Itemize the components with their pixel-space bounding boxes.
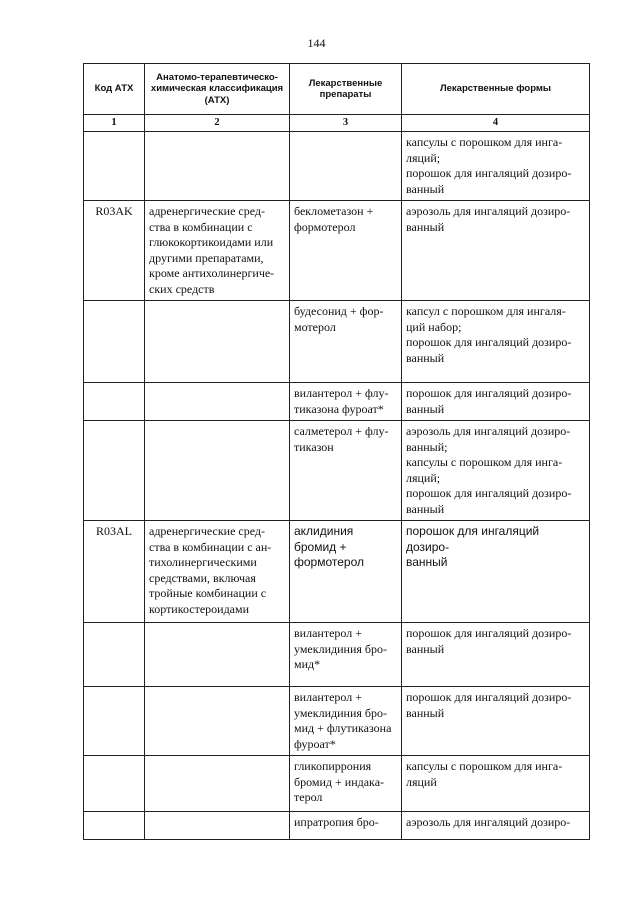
cell-text-line: салметерол + флу- xyxy=(294,424,389,438)
cell-text-line: формотерол xyxy=(294,219,356,234)
cell-text-line: ванный xyxy=(406,501,445,516)
cell-text-line: вилантерол + xyxy=(294,690,362,704)
cell-text-line: капсулы с порошком для инга- xyxy=(406,135,563,149)
cell-text-line: гликопиррония xyxy=(294,759,372,773)
cell-text-line: порошок для ингаляций дозиро- xyxy=(406,690,572,704)
cell-text-line: ляций; xyxy=(406,470,441,485)
cell-text-line: адренергические сред- xyxy=(149,524,266,538)
cell-text-line: ванный xyxy=(406,350,445,365)
dosage-form-cell xyxy=(402,201,590,301)
drug-cell xyxy=(290,383,402,421)
cell-text-line: ипратропия бро- xyxy=(294,815,379,829)
atc-code-cell xyxy=(84,623,145,687)
classification-cell xyxy=(145,132,290,201)
page-number: 144 xyxy=(307,36,326,50)
dosage-form-cell xyxy=(402,812,590,840)
column-number: 1 xyxy=(84,115,145,132)
dosage-form-cell xyxy=(402,383,590,421)
column-number: 4 xyxy=(402,115,590,132)
atc-code-cell xyxy=(84,687,145,756)
drug-cell xyxy=(290,201,402,301)
table-body xyxy=(84,115,590,840)
cell-text-line: ляций; xyxy=(406,150,441,165)
classification-cell xyxy=(145,521,290,623)
drug-cell xyxy=(290,687,402,756)
atc-code-cell: R03AL xyxy=(84,521,145,623)
classification-cell xyxy=(145,301,290,383)
cell-text-line: мид* xyxy=(294,657,321,671)
cell-text-line: порошок для ингаляций дозиро- xyxy=(406,166,572,180)
cell-text-line: порошок для ингаляций дозиро- xyxy=(406,486,572,500)
cell-text-line: тройные комбинации с xyxy=(149,586,267,600)
cell-text-line: тиказон xyxy=(294,439,334,454)
cell-text-line: формотерол xyxy=(294,555,365,569)
cell-text-line: терол xyxy=(294,790,323,804)
header-atc-code: Код АТХ xyxy=(84,64,145,115)
cell-text-line: ских средств xyxy=(149,281,215,296)
table-row xyxy=(84,383,590,421)
cell-text-line: мид + флутиказона xyxy=(294,721,392,735)
column-number-row xyxy=(84,115,590,132)
dosage-form-cell xyxy=(402,687,590,756)
dosage-form-cell xyxy=(402,301,590,383)
classification-cell xyxy=(145,623,290,687)
cell-text-line: порошок для ингаляций дозиро- xyxy=(406,524,540,554)
classification-cell xyxy=(145,201,290,301)
cell-text-line: адренергические сред- xyxy=(149,204,266,218)
atc-code-cell xyxy=(84,132,145,201)
atc-code-cell xyxy=(84,301,145,383)
dosage-form-cell xyxy=(402,623,590,687)
cell-text-line: кроме антихолинергиче- xyxy=(149,266,275,280)
cell-text-line: ства в комбинации с xyxy=(149,219,253,234)
table-row xyxy=(84,201,590,301)
cell-text-line: беклометазон + xyxy=(294,204,374,218)
drug-cell xyxy=(290,521,402,623)
table-header-row xyxy=(84,64,590,115)
cell-text-line: порошок для ингаляций дозиро- xyxy=(406,386,572,400)
table-row xyxy=(84,301,590,383)
table-row xyxy=(84,521,590,623)
cell-text-line: другими препаратами, xyxy=(149,250,264,265)
cell-text-line: ванный xyxy=(406,705,445,720)
table-row xyxy=(84,812,590,840)
cell-text-line: аэрозоль для ингаляций дозиро- xyxy=(406,815,571,829)
table-row xyxy=(84,421,590,521)
classification-cell xyxy=(145,421,290,521)
dosage-form-cell xyxy=(402,521,590,623)
dosage-form-cell xyxy=(402,421,590,521)
cell-text-line: аэрозоль для ингаляций дозиро- xyxy=(406,424,571,438)
cell-text-line: ванный xyxy=(406,401,445,416)
cell-text-line: ванный; xyxy=(406,439,448,454)
table-row xyxy=(84,687,590,756)
drug-cell xyxy=(290,812,402,840)
drug-cell xyxy=(290,421,402,521)
drug-cell xyxy=(290,623,402,687)
drug-cell xyxy=(290,756,402,812)
cell-text-line: капсулы с порошком для инга- xyxy=(406,759,563,773)
cell-text-line: ций набор; xyxy=(406,319,462,334)
cell-text-line: аклидиния бромид + xyxy=(294,524,354,554)
cell-text-line: глюкокортикоидами или xyxy=(149,235,274,249)
cell-text-line: ванный xyxy=(406,219,445,234)
cell-text-line: ванный xyxy=(406,555,448,569)
table-row xyxy=(84,132,590,201)
cell-text-line: умеклидиния бро- xyxy=(294,641,387,656)
column-number: 3 xyxy=(290,115,402,132)
classification-cell xyxy=(145,687,290,756)
cell-text-line: будесонид + фор- xyxy=(294,304,384,318)
cell-text-line: вилантерол + флу- xyxy=(294,386,389,400)
atc-code-cell xyxy=(84,812,145,840)
cell-text-line: ванный xyxy=(406,641,445,656)
table-row xyxy=(84,623,590,687)
header-drugs: Лекарственные препараты xyxy=(290,64,402,115)
cell-text-line: капсул с порошком для ингаля- xyxy=(406,304,566,318)
cell-text-line: аэрозоль для ингаляций дозиро- xyxy=(406,204,571,218)
dosage-form-cell xyxy=(402,756,590,812)
cell-text-line: фуроат* xyxy=(294,736,336,751)
table-row xyxy=(84,756,590,812)
cell-text-line: порошок для ингаляций дозиро- xyxy=(406,335,572,349)
atc-code-cell xyxy=(84,756,145,812)
header-atc-classification: Анатомо-терапевтическо-химическая классификация (АТХ) xyxy=(145,64,290,115)
cell-text-line: кортикостероидами xyxy=(149,601,250,616)
column-number: 2 xyxy=(145,115,290,132)
cell-text-line: ства в комбинации с ан- xyxy=(149,539,272,554)
cell-text-line: умеклидиния бро- xyxy=(294,705,387,720)
drug-cell xyxy=(290,132,402,201)
atc-code-cell xyxy=(84,421,145,521)
classification-cell xyxy=(145,812,290,840)
cell-text-line: порошок для ингаляций дозиро- xyxy=(406,626,572,640)
classification-cell xyxy=(145,383,290,421)
cell-text-line: тихолинергическими xyxy=(149,555,257,569)
dosage-form-cell xyxy=(402,132,590,201)
cell-text-line: мотерол xyxy=(294,319,336,334)
cell-text-line: тиказона фуроат* xyxy=(294,401,384,416)
cell-text-line: капсулы с порошком для инга- xyxy=(406,455,563,469)
cell-text-line: ляций xyxy=(406,774,437,789)
atc-code-cell xyxy=(84,383,145,421)
atc-code-cell: R03AK xyxy=(84,201,145,301)
cell-text-line: средствами, включая xyxy=(149,570,256,585)
header-dosage-forms: Лекарственные формы xyxy=(402,64,590,115)
classification-cell xyxy=(145,756,290,812)
cell-text-line: ванный xyxy=(406,181,445,196)
atc-table xyxy=(83,63,590,840)
drug-cell xyxy=(290,301,402,383)
cell-text-line: вилантерол + xyxy=(294,626,362,640)
cell-text-line: бромид + индака- xyxy=(294,774,385,789)
